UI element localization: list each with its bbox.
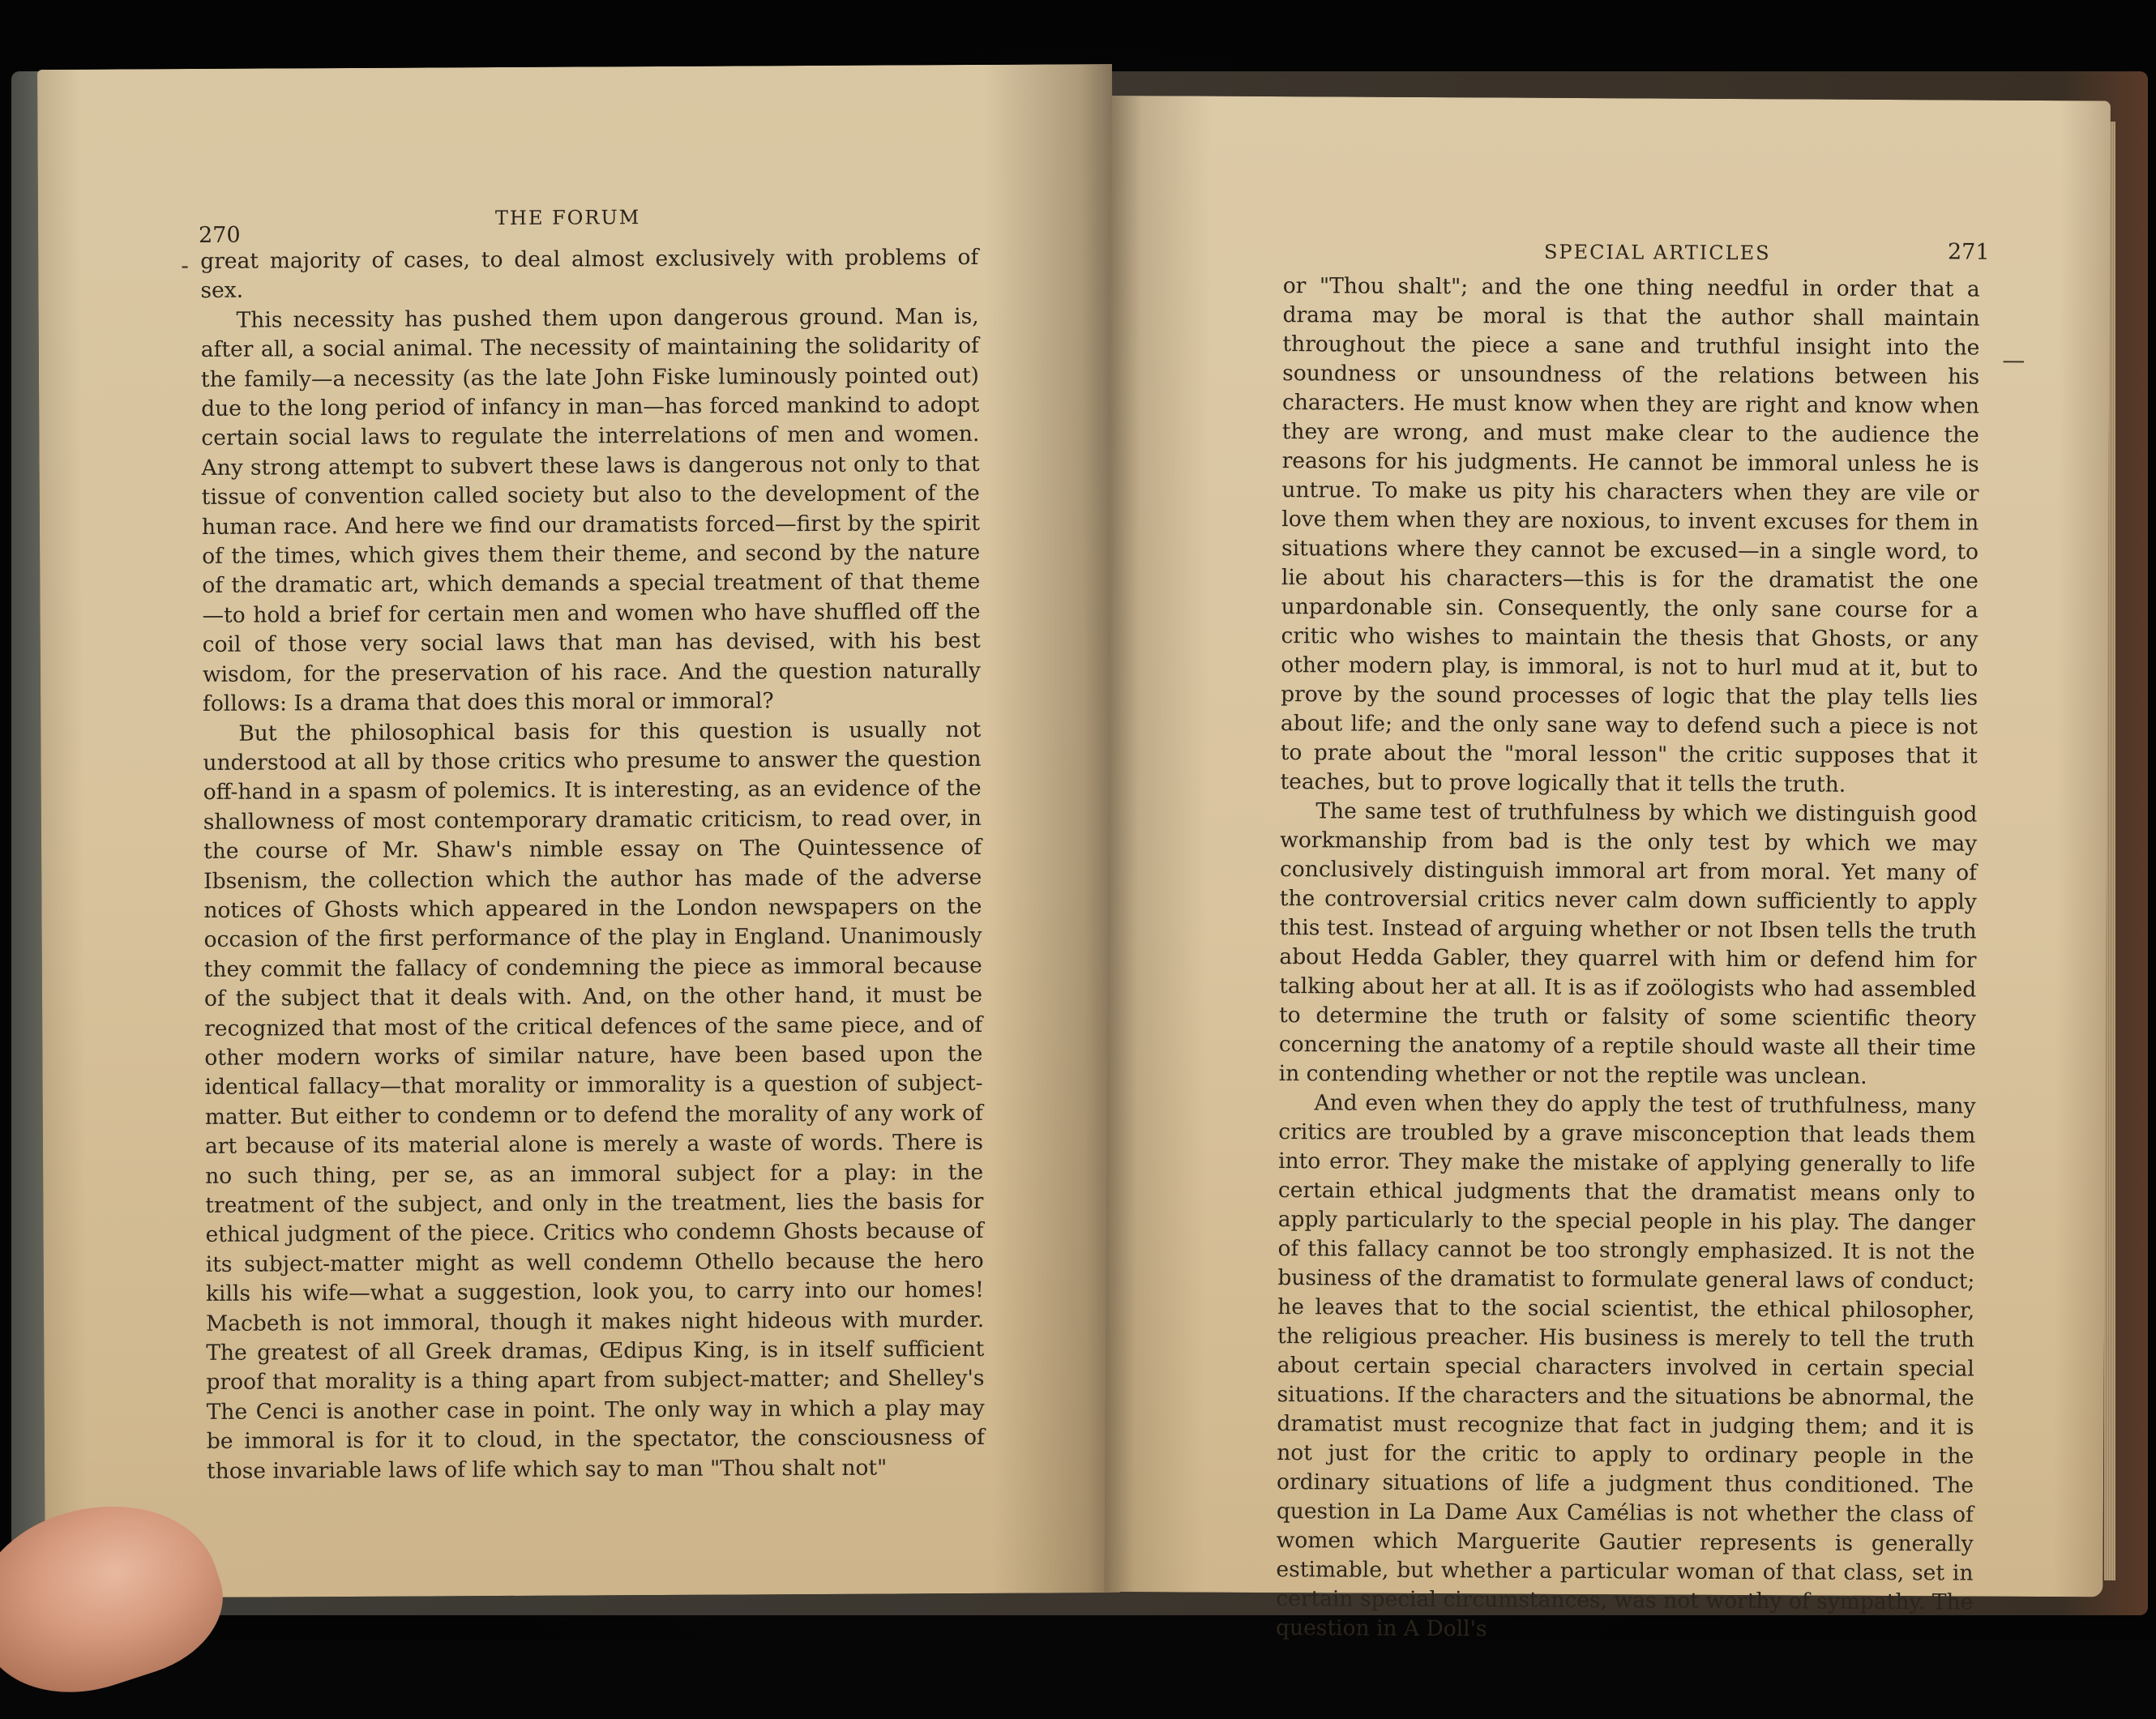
right-page [1104, 96, 2111, 1642]
paragraph: great majority of cases, to deal almost exclusively with problems of sex. [200, 244, 979, 304]
margin-mark: — [2002, 346, 2026, 374]
left-running-head: THE FORUM [494, 206, 641, 230]
paragraph: And even when they do apply the test of truthfulness, many critics are troubled by a grave misconception that leads them into error. They make the mistake of applying generally to life certain ethical judgments that the dramatist means only to apply particularly to the special people in his play. The danger of this fallacy cannot be too strongly emphasized. It is not the business of the dramatist to formulate general laws of conduct; he leaves that to the social scientist, the ethical philosopher, the religious preacher. His business is merely to tell the truth about certain special characters involved in certain special situations. If the characters and the situations be abnormal, the dramatist must recognize that fact in judging them; and it is not just for the critic to apply to ordinary people in the ordinary situations of life a judgment thus conditioned. The question in La Dame Aux Camélias is not whether the class of women which Marguerite Gautier represents is generally estimable, but whether a particular woman of that class, set in certain special circumstances, was not worthy of sympathy. The question in A Doll's [1276, 1090, 1976, 1642]
right-text-block [1276, 272, 1980, 1646]
left-page [37, 64, 1120, 1598]
left-text-block [200, 243, 985, 1486]
paragraph: or "Thou shalt"; and the one thing needful in order that a drama may be moral is that the author shall maintain throughout the piece a sane and truthful insight into the soundness or unsoundness of the relations between his characters. He must know when they are right and know when they are wrong, and must make clear to the audience the reasons for his judgments. He cannot be immoral unless he is untrue. To make us pity his characters when they are vile or love them when they are noxious, to invent excuses for them in situations where they cannot be excused—in a single word, to lie about his characters—this is for the dramatist the one unpardonable sin. Consequently, the only sane course for a critic who wishes to maintain the thesis that Ghosts, or any other modern play, is immoral, is not to hurl mud at it, but to prove by the sound processes of logic that the play tells lies about life; and the only sane way to defend such a piece is not to prate about the "moral lesson" the critic supposes that it teaches, but to prove logically that it tells the truth. [1280, 273, 1980, 797]
paragraph: This necessity has pushed them upon dangerous ground. Man is, after all, a social animal. The necessity of maintaining the solidarity of the family—a necessity (as the late John Fiske luminously pointed out) due to the long period of infancy in man—has forced mankind to adopt certain social laws to regulate the interrelations of men and women. Any strong attempt to subvert these laws is dangerous not only to that tissue of convention called society but also to the development of the human race. And here we find our dramatists forced—first by the spirit of the times, which gives them their theme, and second by the nature of the dramatic art, which demands a special treatment of that theme—to hold a brief for certain men and women who have shuffled off the coil of those very social laws that man has devised, with his best wisdom, for the preservation of his race. And the question naturally follows: Is a drama that does this moral or immoral? [200, 303, 981, 717]
paragraph: The same test of truthfulness by which we distinguish good workmanship from bad is the only test by which we may conclusively distinguish immoral art from moral. Yet many of the controversial critics never calm down sufficiently to apply this test. Instead of arguing whether or not Ibsen tells the truth about Hedda Gabler, they quarrel with him or defend him for talking about her at all. It is as if zoölogists who had assembled to determine the truth or falsity of some scientific theory concerning the anatomy of a reptile should waste all their time in contending whether or not the reptile was unclean. [1278, 798, 1978, 1089]
right-page-number: 271 [1947, 239, 1990, 265]
paragraph: But the philosophical basis for this question is usually not understood at all by those critics who presume to answer the question off-hand in a spasm of polemics. It is interesting, as an evidence of the shallowness of most contemporary dramatic criticism, to read over, in the course of Mr. Shaw's nimble essay on The Quintessence of Ibsenism, the collection which the author has made of the adverse notices of Ghosts which appeared in the London newspapers on the occasion of the first performance of the play in England. Unanimously they commit the fallacy of condemning the piece as immoral because of the subject that it deals with. And, on the other hand, it must be recognized that most of the critical defences of the same piece, and of other modern works of similar nature, have been based upon the identical fallacy—that morality or immorality is a question of subject-matter. But either to condemn or to defend the morality of any work of art because of its material alone is merely a waste of words. There is no such thing, per se, as an immoral subject for a play: in the treatment of the subject, and only in the treatment, lies the basis for ethical judgment of the piece. Critics who condemn Ghosts because of its subject-matter might as well condemn Othello because the hero kills his wife—what a suggestion, look you, to carry into our homes! Macbeth is not immoral, though it makes night hideous with murder. The greatest of all Greek dramas, Œdipus King, is in itself sufficient proof that morality is a thing apart from subject-matter; and Shelley's The Cenci is another case in point. The only way in which a play may be immoral is for it to cloud, in the spectator, the consciousness of those invariable laws of life which say to man "Thou shalt not" [203, 716, 985, 1484]
left-page-number: 270 [198, 222, 241, 248]
margin-mark: - [181, 252, 189, 280]
right-running-head: SPECIAL ARTICLES [1543, 240, 1771, 265]
